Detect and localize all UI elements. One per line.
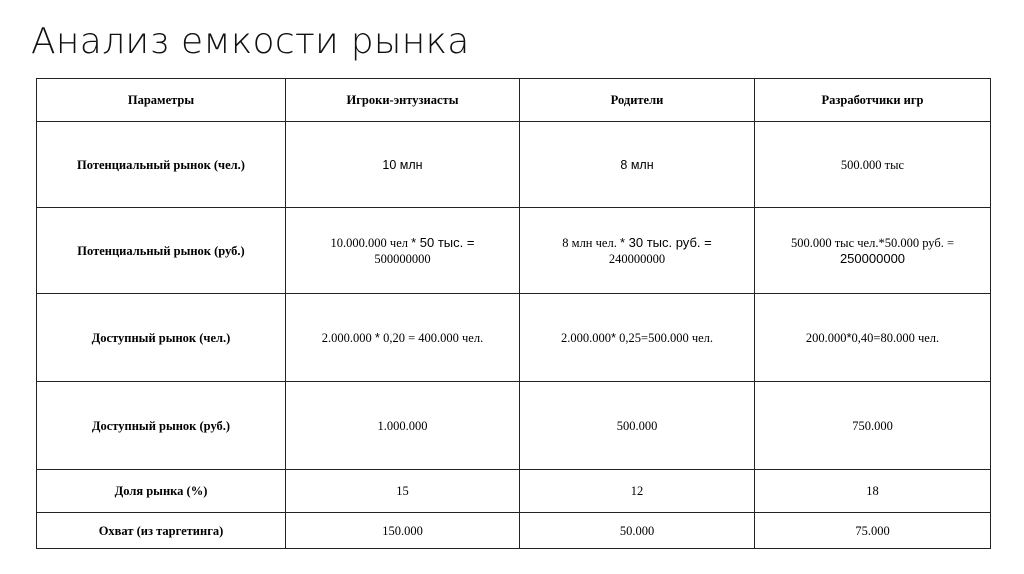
table-cell: 15 — [286, 470, 520, 513]
table-row-market-share — [37, 470, 991, 513]
cell-text: * — [846, 329, 852, 345]
cell-text: 10.000.000 чел — [330, 235, 412, 250]
header-parents: Родители — [520, 79, 755, 122]
table-cell: 500.000 — [520, 382, 755, 470]
cell-text: 0,25=500.000 чел. — [616, 330, 714, 345]
table-cell: 150.000 — [286, 513, 520, 549]
cell-text: 8 млн чел. — [562, 235, 620, 250]
table-cell — [755, 294, 991, 382]
header-parameters: Параметры — [37, 79, 286, 122]
row-label: Доступный рынок (чел.) — [37, 294, 286, 382]
table-row-potential-people — [37, 122, 991, 208]
row-label: Доля рынка (%) — [37, 470, 286, 513]
table-cell — [520, 294, 755, 382]
cell-text: * 50 тыс. = — [411, 234, 475, 250]
cell-text: 240000000 — [608, 251, 666, 266]
table-cell: 500.000 тыс — [755, 122, 991, 208]
table-cell: 10 млн — [286, 122, 520, 208]
table-cell: 75.000 — [755, 513, 991, 549]
header-gamer-enthusiasts: Игроки-энтузиасты — [286, 79, 520, 122]
cell-text: * — [374, 329, 380, 345]
table-cell — [286, 294, 520, 382]
table-row-potential-rub — [37, 208, 991, 294]
table-cell: 50.000 — [520, 513, 755, 549]
table-cell — [755, 208, 991, 294]
cell-text: 2.000.000 — [560, 330, 611, 345]
cell-text: 500.000 тыс чел.*50.000 руб. = — [790, 235, 955, 250]
table-cell: 12 — [520, 470, 755, 513]
cell-text: * 30 тыс. руб. = — [619, 234, 712, 250]
cell-text: 0,40=80.000 чел. — [851, 330, 940, 345]
table-cell — [520, 208, 755, 294]
cell-text: 250000000 — [839, 250, 906, 266]
row-label: Доступный рынок (руб.) — [37, 382, 286, 470]
table-row-available-people — [37, 294, 991, 382]
table-row-reach — [37, 513, 991, 549]
cell-text: 500000000 — [374, 251, 431, 266]
cell-text: 200.000 — [805, 330, 847, 345]
cell-text: * — [610, 329, 617, 345]
row-label: Потенциальный рынок (чел.) — [37, 122, 286, 208]
table-row-available-rub — [37, 382, 991, 470]
table-cell: 18 — [755, 470, 991, 513]
cell-text: 0,20 = 400.000 чел. — [379, 330, 484, 345]
slide-title: Анализ емкости рынка — [31, 21, 470, 62]
table-cell: 8 млн — [520, 122, 755, 208]
market-capacity-table — [36, 78, 991, 549]
header-game-developers: Разработчики игр — [755, 79, 991, 122]
table-header-row — [37, 79, 991, 122]
table-cell: 750.000 — [755, 382, 991, 470]
row-label: Потенциальный рынок (руб.) — [37, 208, 286, 294]
table-cell — [286, 208, 520, 294]
cell-text: 2.000.000 — [321, 330, 375, 345]
row-label: Охват (из таргетинга) — [37, 513, 286, 549]
table-cell: 1.000.000 — [286, 382, 520, 470]
